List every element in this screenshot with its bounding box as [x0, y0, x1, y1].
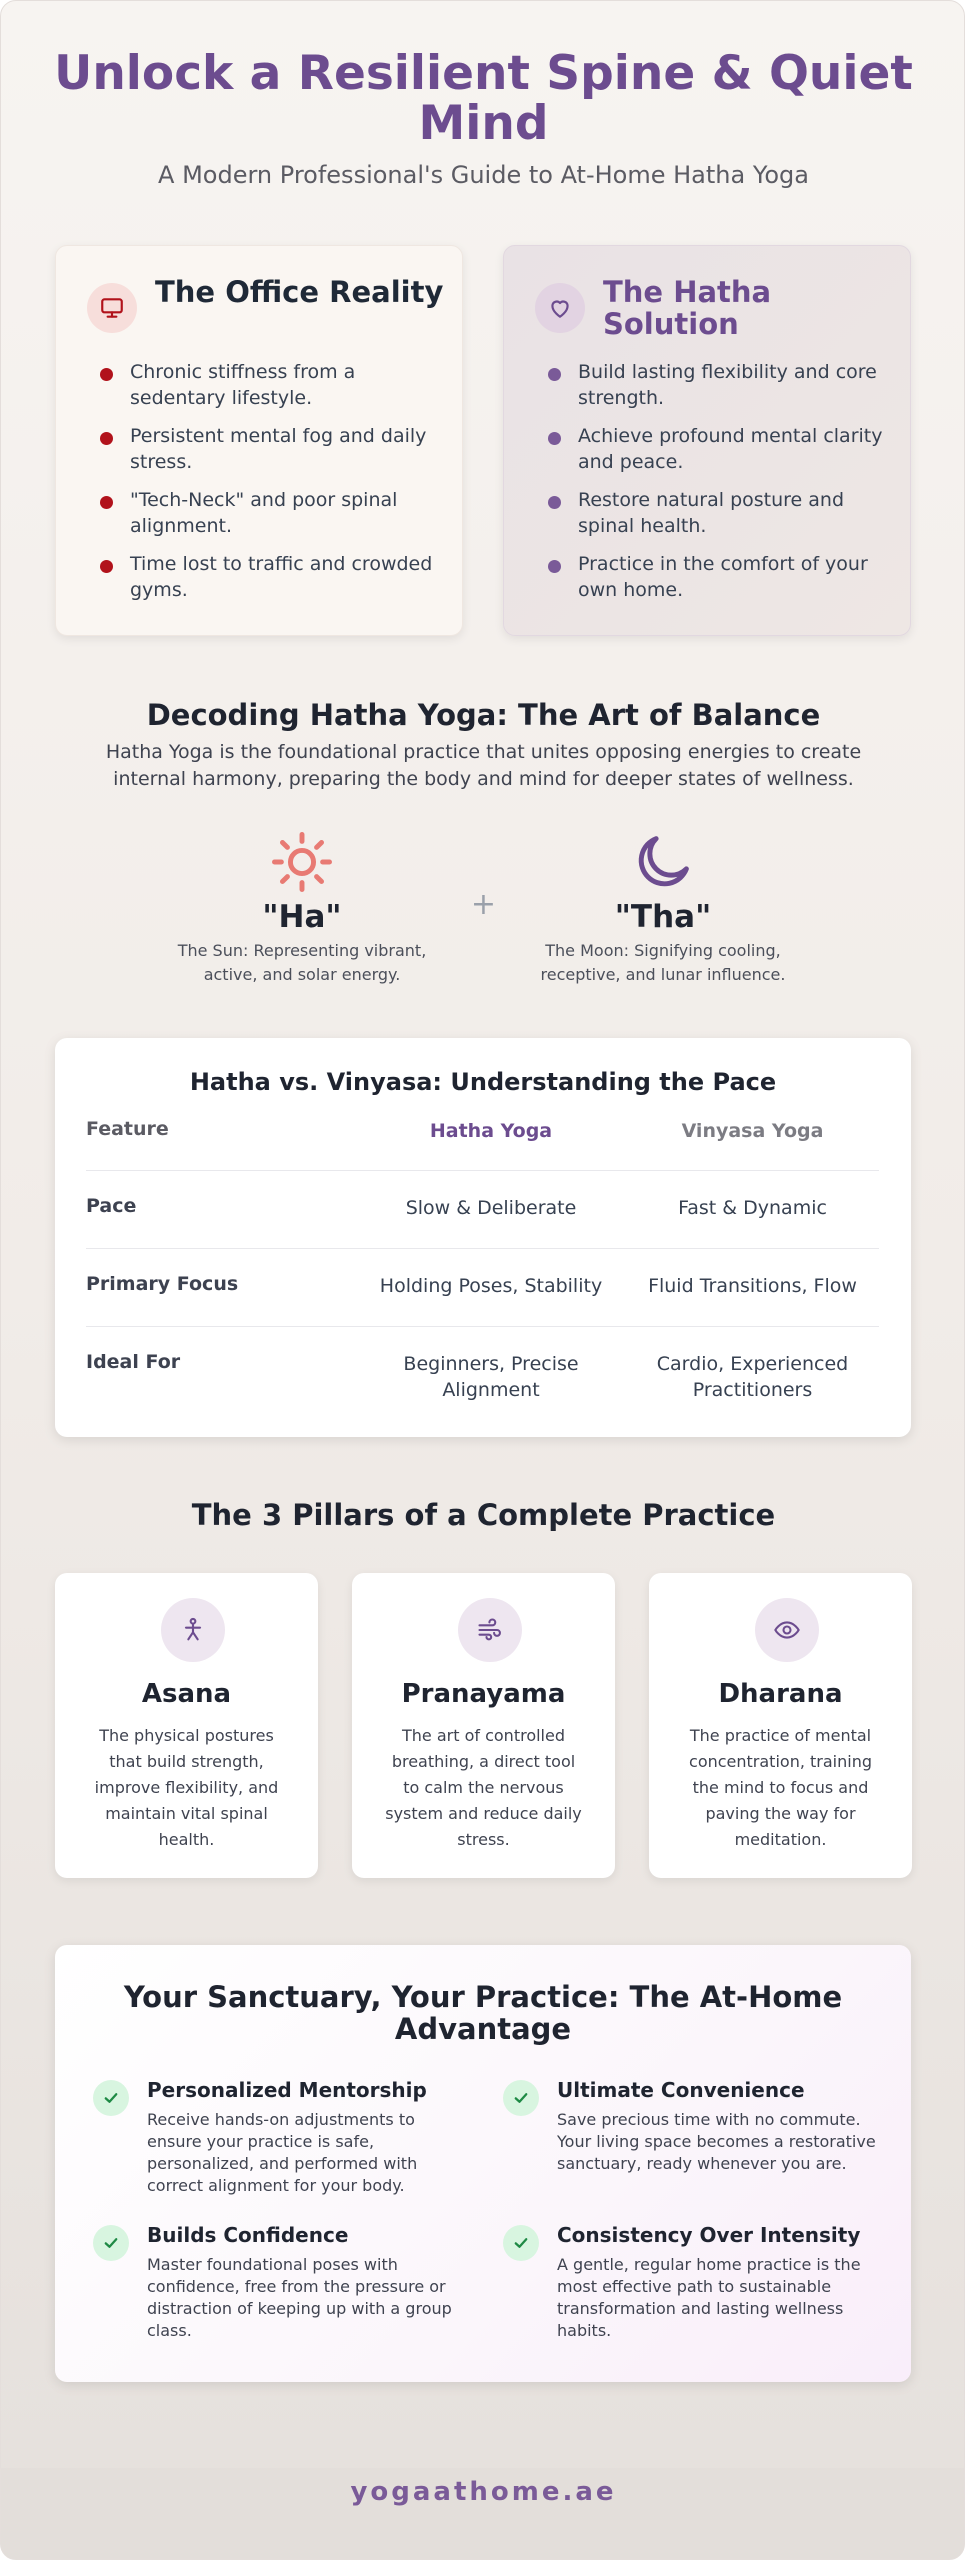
- list-item: Chronic stiffness from a sedentary lifestyle.: [100, 359, 445, 411]
- bullet-dot-icon: [100, 560, 113, 573]
- table-cell: Pace: [86, 1195, 137, 1217]
- bullet-dot-icon: [100, 496, 113, 509]
- footer-domain-link[interactable]: yogaathome.ae: [350, 2477, 617, 2507]
- list-item: Build lasting flexibility and core strength.: [548, 359, 893, 411]
- hatha-solution-title: The Hatha Solution: [603, 275, 772, 341]
- ha-term: "Ha": [262, 899, 342, 935]
- office-reality-title: The Office Reality: [155, 275, 444, 309]
- advantage-title: Consistency Over Intensity: [557, 2223, 861, 2247]
- column-header-hatha: Hatha Yoga: [429, 1120, 553, 1142]
- person-pose-icon: [161, 1598, 225, 1662]
- bullet-dot-icon: [548, 496, 561, 509]
- pillar-name: Pranayama: [401, 1679, 566, 1709]
- advantage-title: Personalized Mentorship: [147, 2078, 427, 2102]
- pillar-description: The art of controlled breathing, a direct tool to calm the nervous system and reduce daily stress.: [385, 1726, 582, 1849]
- bullet-dot-icon: [548, 560, 561, 573]
- advantage-description: A gentle, regular home practice is the most effective path to sustainable transformation and lasting wellness habits.: [557, 2255, 861, 2340]
- page-title: Unlock a Resilient Spine & Quiet Mind: [54, 46, 913, 151]
- hatha-solution-list: [548, 359, 893, 615]
- office-reality-card: [55, 245, 463, 636]
- wind-icon: [458, 1598, 522, 1662]
- plus-sign: +: [470, 887, 497, 922]
- page-subtitle: A Modern Professional's Guide to At-Home Hatha Yoga: [158, 161, 809, 189]
- table-cell: Beginners, Precise Alignment: [403, 1353, 579, 1401]
- tha-term: "Tha": [614, 899, 712, 935]
- check-icon: [93, 2225, 129, 2261]
- bullet-dot-icon: [548, 368, 561, 381]
- advantage-heading: Your Sanctuary, Your Practice: The At-Home Advantage: [123, 1980, 843, 2046]
- ha-energy: [162, 829, 442, 987]
- hatha-solution-card: [503, 245, 911, 636]
- check-icon: [503, 2225, 539, 2261]
- tha-energy: [523, 829, 803, 987]
- home-advantage-card: [55, 1945, 911, 2382]
- table-cell: Fluid Transitions, Flow: [648, 1275, 857, 1297]
- list-item: Time lost to traffic and crowded gyms.: [100, 551, 445, 603]
- pillar-card-dharana: [649, 1573, 912, 1878]
- pillar-name: Asana: [141, 1679, 232, 1709]
- heart-icon: [535, 283, 585, 333]
- bullet-dot-icon: [100, 368, 113, 381]
- advantage-description: Master foundational poses with confidence, free from the pressure or distraction of keeping up with a group class.: [147, 2255, 452, 2340]
- monitor-icon: [87, 283, 137, 333]
- list-item: Practice in the comfort of your own home.: [548, 551, 893, 603]
- table-cell: Primary Focus: [86, 1273, 239, 1295]
- table-divider: [86, 1248, 879, 1249]
- eye-icon: [755, 1598, 819, 1662]
- table-divider: [86, 1326, 879, 1327]
- advantage-title: Builds Confidence: [147, 2223, 349, 2247]
- bullet-dot-icon: [100, 432, 113, 445]
- pillar-name: Dharana: [718, 1679, 843, 1709]
- sun-icon: [162, 829, 442, 895]
- table-cell: Fast & Dynamic: [678, 1197, 827, 1219]
- column-header-feature: Feature: [86, 1118, 169, 1140]
- office-reality-list: [100, 359, 445, 615]
- pillar-description: The physical postures that build strength, improve flexibility, and maintain vital spinal health.: [94, 1726, 279, 1849]
- list-item: Restore natural posture and spinal health.: [548, 487, 893, 539]
- advantage-description: Save precious time with no commute. Your living space becomes a restorative sanctuary, ready whenever you are.: [557, 2110, 876, 2173]
- advantage-description: Receive hands-on adjustments to ensure your practice is safe, personalized, and performed with correct alignment for your body.: [147, 2110, 418, 2195]
- pillar-description: The practice of mental concentration, training the mind to focus and paving the way for meditation.: [689, 1726, 872, 1849]
- table-cell: Holding Poses, Stability: [379, 1275, 603, 1297]
- list-item: "Tech-Neck" and poor spinal alignment.: [100, 487, 445, 539]
- comparison-table: [55, 1038, 911, 1437]
- decode-heading: Decoding Hatha Yoga: The Art of Balance: [146, 698, 821, 732]
- table-cell: Cardio, Experienced Practitioners: [656, 1353, 849, 1401]
- list-item: Achieve profound mental clarity and peace.: [548, 423, 893, 475]
- advantage-title: Ultimate Convenience: [557, 2078, 805, 2102]
- bullet-dot-icon: [548, 432, 561, 445]
- check-icon: [503, 2080, 539, 2116]
- list-item: Persistent mental fog and daily stress.: [100, 423, 445, 475]
- ha-meaning: The Sun: Representing vibrant, active, and solar energy.: [177, 941, 427, 984]
- pillar-card-asana: [55, 1573, 318, 1878]
- table-cell: Slow & Deliberate: [405, 1197, 577, 1219]
- pillars-heading: The 3 Pillars of a Complete Practice: [191, 1498, 776, 1532]
- column-header-vinyasa: Vinyasa Yoga: [681, 1120, 824, 1142]
- table-divider: [86, 1170, 879, 1171]
- decode-description: Hatha Yoga is the foundational practice that unites opposing energies to create internal harmony, preparing the body and mind for deeper states of wellness.: [105, 741, 862, 790]
- tha-meaning: The Moon: Signifying cooling, receptive, and lunar influence.: [540, 941, 786, 984]
- pillar-card-pranayama: [352, 1573, 615, 1878]
- moon-icon: [523, 829, 803, 895]
- check-icon: [93, 2080, 129, 2116]
- table-cell: Ideal For: [86, 1351, 181, 1373]
- comparison-title: Hatha vs. Vinyasa: Understanding the Pace: [189, 1068, 777, 1096]
